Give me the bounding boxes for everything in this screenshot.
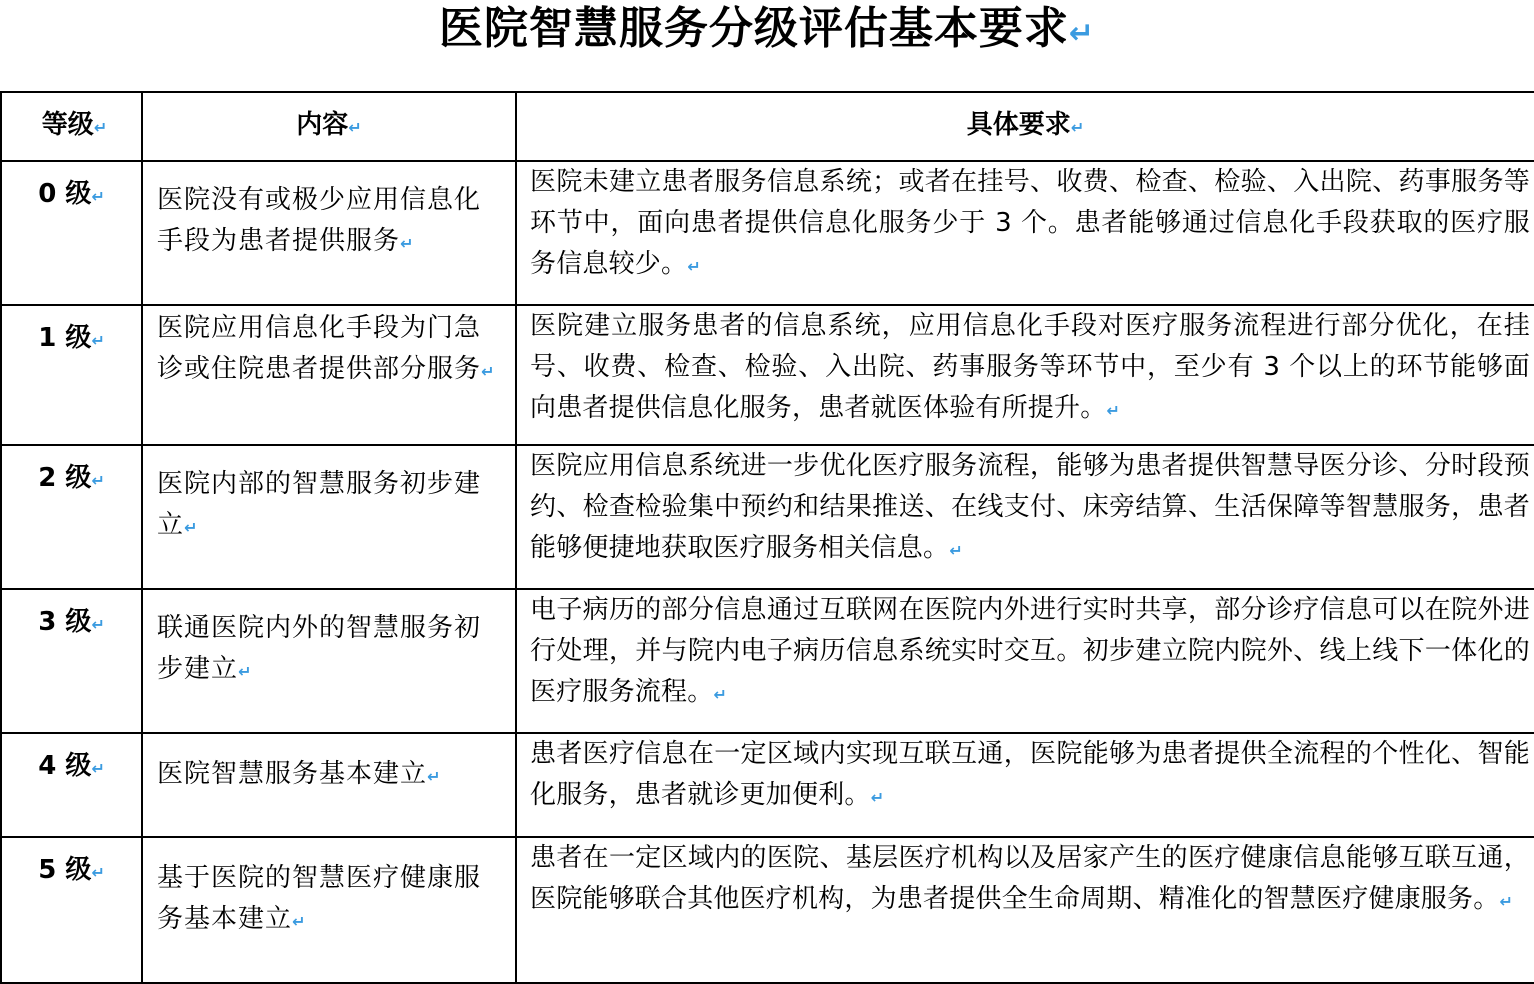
return-mark-icon: ↵	[1106, 401, 1121, 420]
content-cell: 医院内部的智慧服务初步建立↵	[142, 445, 516, 589]
header-content: 内容↵	[142, 92, 516, 161]
level-cell: 4 级↵	[1, 733, 142, 837]
level-cell: 1 级↵	[1, 305, 142, 445]
return-mark-icon: ↵	[427, 767, 442, 786]
table-row	[1, 305, 1534, 445]
requirement-cell: 医院应用信息系统进一步优化医疗服务流程，能够为患者提供智慧导医分诊、分时段预约、检查检验集中预约和结果推送、在线支付、床旁结算、生活保障等智慧服务，患者能够便捷地获取医疗服务相关信息。↵	[516, 445, 1534, 589]
level-cell: 3 级↵	[1, 589, 142, 733]
content-cell: 医院智慧服务基本建立↵	[142, 733, 516, 837]
level-cell: 2 级↵	[1, 445, 142, 589]
table-row	[1, 733, 1534, 837]
return-mark-icon: ↵	[91, 331, 105, 350]
content-cell: 联通医院内外的智慧服务初步建立↵	[142, 589, 516, 733]
title-text: 医院智慧服务分级评估基本要求	[438, 3, 1069, 54]
table-row	[1, 837, 1534, 983]
content-cell: 医院没有或极少应用信息化手段为患者提供服务↵	[142, 161, 516, 305]
return-mark-icon: ↵	[1068, 16, 1096, 51]
requirement-cell: 医院未建立患者服务信息系统；或者在挂号、收费、检查、检验、入出院、药事服务等环节中，面向患者提供信息化服务少于 3 个。患者能够通过信息化手段获取的医疗服务信息较少。↵	[516, 161, 1534, 305]
return-mark-icon: ↵	[1499, 892, 1514, 911]
header-row	[1, 92, 1534, 161]
level-cell: 5 级↵	[1, 837, 142, 983]
table-row	[1, 445, 1534, 589]
return-mark-icon: ↵	[91, 187, 105, 206]
return-mark-icon: ↵	[238, 662, 253, 681]
return-mark-icon: ↵	[713, 685, 728, 704]
requirement-cell: 患者医疗信息在一定区域内实现互联互通，医院能够为患者提供全流程的个性化、智能化服务，患者就诊更加便利。↵	[516, 733, 1534, 837]
header-requirement: 具体要求↵	[516, 92, 1534, 161]
document-title	[0, 0, 1534, 62]
return-mark-icon: ↵	[400, 234, 415, 253]
return-mark-icon: ↵	[91, 759, 105, 778]
return-mark-icon: ↵	[348, 118, 362, 137]
content-cell: 医院应用信息化手段为门急诊或住院患者提供部分服务↵	[142, 305, 516, 445]
return-mark-icon: ↵	[870, 788, 885, 807]
content-cell: 基于医院的智慧医疗健康服务基本建立↵	[142, 837, 516, 983]
requirement-cell: 电子病历的部分信息通过互联网在医院内外进行实时共享，部分诊疗信息可以在院外进行处理，并与院内电子病历信息系统实时交互。初步建立院内院外、线上线下一体化的医疗服务流程。↵	[516, 589, 1534, 733]
table-row	[1, 161, 1534, 305]
requirement-cell: 医院建立服务患者的信息系统，应用信息化手段对医疗服务流程进行部分优化，在挂号、收费、检查、检验、入出院、药事服务等环节中，至少有 3 个以上的环节能够面向患者提供信息化服务，患者就医体验有所提升。↵	[516, 305, 1534, 445]
return-mark-icon: ↵	[184, 518, 199, 537]
return-mark-icon: ↵	[91, 863, 105, 882]
return-mark-icon: ↵	[91, 615, 105, 634]
table-row	[1, 589, 1534, 733]
return-mark-icon: ↵	[687, 257, 701, 276]
return-mark-icon: ↵	[91, 471, 105, 490]
return-mark-icon: ↵	[949, 541, 963, 560]
return-mark-icon: ↵	[93, 118, 108, 137]
level-cell: 0 级↵	[1, 161, 142, 305]
return-mark-icon: ↵	[1070, 118, 1085, 137]
return-mark-icon: ↵	[292, 912, 307, 931]
return-mark-icon: ↵	[481, 362, 496, 381]
requirements-table	[0, 91, 1534, 984]
requirement-cell: 患者在一定区域内的医院、基层医疗机构以及居家产生的医疗健康信息能够互联互通，医院能够联合其他医疗机构，为患者提供全生命周期、精准化的智慧医疗健康服务。↵	[516, 837, 1534, 983]
header-level: 等级↵	[1, 92, 142, 161]
